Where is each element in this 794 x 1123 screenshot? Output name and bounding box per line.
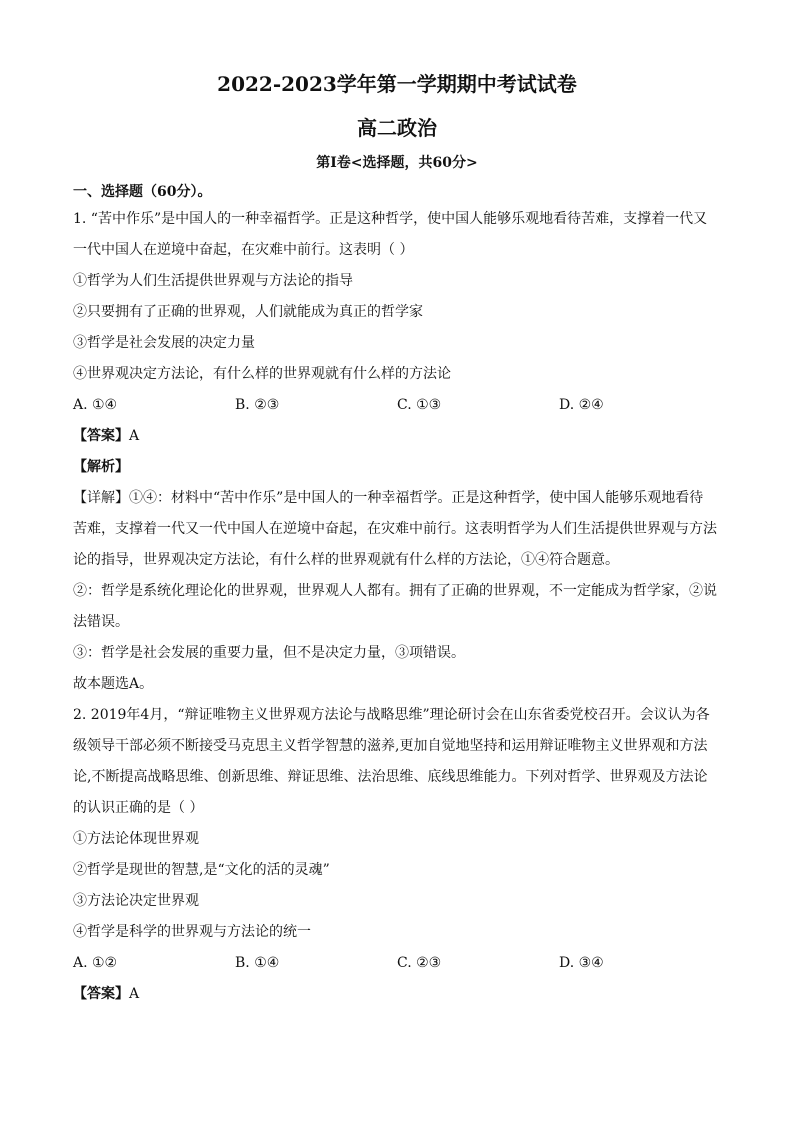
answer-tag: 【答案】	[73, 428, 129, 444]
part-heading: 第I卷<选择题，共60分>	[316, 155, 478, 171]
answer-value: A	[129, 986, 140, 1002]
detail-line: 故本题选A。	[73, 676, 154, 692]
option-a: A. ①④	[73, 397, 118, 413]
statement: ③方法论决定世界观	[73, 893, 199, 909]
option-d: D. ②④	[559, 397, 604, 413]
question-stem-line: 级领导干部必须不断接受马克思主义哲学智慧的滋养,更加自觉地坚持和运用辩证唯物主义世界观和方法	[73, 738, 708, 754]
question-stem-line: 一代中国人在逆境中奋起，在灾难中前行。这表明（ ）	[73, 242, 414, 258]
statement: ②只要拥有了正确的世界观，人们就能成为真正的哲学家	[73, 304, 423, 320]
detail-line: 苦难，支撑着一代又一代中国人在逆境中奋起，在灾难中前行。这表明哲学为人们生活提供世界观与方法	[73, 521, 717, 537]
option-b: B. ②③	[235, 397, 280, 413]
detail-line: 法错误。	[73, 614, 129, 630]
statement: ①哲学为人们生活提供世界观与方法论的指导	[73, 273, 353, 289]
question-1	[73, 204, 721, 700]
answer-value: A	[129, 428, 140, 444]
statement: ④哲学是科学的世界观与方法论的统一	[73, 924, 311, 940]
answer-tag: 【答案】	[73, 986, 129, 1002]
options-row	[73, 390, 721, 421]
exam-title: 2022-2023学年第一学期期中考试试卷	[217, 72, 577, 96]
option-c: C. ②③	[397, 955, 442, 971]
detail-line: ②：哲学是系统化理论化的世界观，世界观人人都有。拥有了正确的世界观，不一定能成为哲学家，②说	[73, 583, 717, 599]
statement: ③哲学是社会发展的决定力量	[73, 335, 255, 351]
options-row	[73, 948, 721, 979]
option-c: C. ①③	[397, 397, 442, 413]
detail-line: 【详解】①④：材料中“苦中作乐”是中国人的一种幸福哲学。正是这种哲学，使中国人能够乐观地看待	[73, 490, 704, 506]
detail-line: ③：哲学是社会发展的重要力量，但不是决定力量，③项错误。	[73, 645, 465, 661]
question-stem-line: 论,不断提高战略思维、创新思维、辩证思维、法治思维、底线思维能力。下列对哲学、世界观及方法论	[73, 769, 708, 785]
detail-line: 论的指导，世界观决定方法论，有什么样的世界观就有什么样的方法论，①④符合题意。	[73, 552, 619, 568]
subject-title: 高二政治	[357, 116, 437, 140]
question-stem-line: 1. “苦中作乐”是中国人的一种幸福哲学。正是这种哲学，使中国人能够乐观地看待苦难，支撑着一代又	[73, 211, 708, 227]
analysis-tag: 【解析】	[73, 459, 129, 475]
answer-line	[73, 421, 721, 452]
statement: ①方法论体现世界观	[73, 831, 199, 847]
question-stem-line: 的认识正确的是（ ）	[73, 800, 204, 816]
statement: ②哲学是现世的智慧,是“文化的活的灵魂”	[73, 862, 330, 878]
answer-line	[73, 979, 721, 1010]
option-d: D. ③④	[559, 955, 604, 971]
section-heading: 一、选择题（60分）。	[73, 184, 212, 200]
option-b: B. ①④	[235, 955, 280, 971]
question-stem-line: 2. 2019年4月，“辩证唯物主义世界观方法论与战略思维”理论研讨会在山东省委党校召开。会议认为各	[73, 707, 710, 723]
option-a: A. ①②	[73, 955, 118, 971]
statement: ④世界观决定方法论，有什么样的世界观就有什么样的方法论	[73, 366, 451, 382]
question-2	[73, 700, 721, 1010]
